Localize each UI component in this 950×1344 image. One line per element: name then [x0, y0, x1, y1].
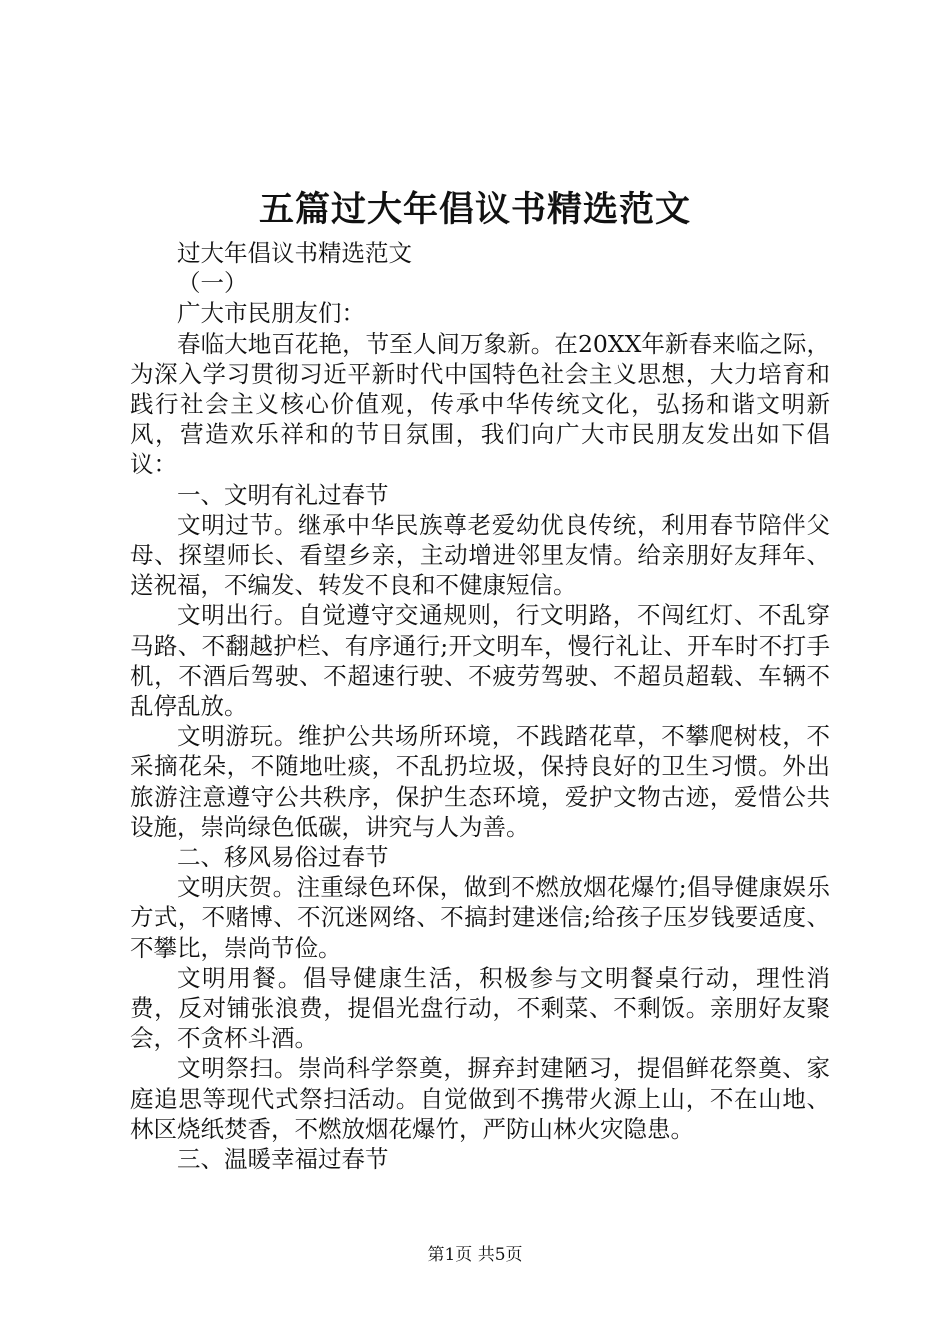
heading-3: 三、温暖幸福过春节 [177, 1145, 389, 1174]
intro-paragraph: 春临大地百花艳，节至人间万象新。在20XX年新春来临之际，为深入学习贯彻习近平新时代中国特色社会主义思想，大力培育和践行社会主义核心价值观，传承中华传统文化，弘扬和谐文明新风，营造欢乐祥和的节日氛围，我们向广大市民朋友发出如下倡议： [130, 329, 830, 479]
paragraph: 文明出行。自觉遵守交通规则，行文明路，不闯红灯、不乱穿马路、不翻越护栏、有序通行;开文明车，慢行礼让、开车时不打手机，不酒后驾驶、不超速行驶、不疲劳驾驶、不超员超载、车辆不乱停乱放。 [130, 601, 830, 721]
document-body [130, 238, 830, 1174]
paragraph: 文明庆贺。注重绿色环保，做到不燃放烟花爆竹;倡导健康娱乐方式，不赌博、不沉迷网络、不搞封建迷信;给孩子压岁钱要适度、不攀比，崇尚节俭。 [130, 873, 830, 962]
heading-1: 一、文明有礼过春节 [177, 480, 389, 509]
paragraph: 文明祭扫。崇尚科学祭奠，摒弃封建陋习，提倡鲜花祭奠、家庭追思等现代式祭扫活动。自觉做到不携带火源上山，不在山地、林区烧纸焚香，不燃放烟花爆竹，严防山林火灾隐患。 [130, 1054, 830, 1143]
subtitle: 过大年倡议书精选范文 [177, 239, 412, 267]
document-title: 五篇过大年倡议书精选范文 [258, 189, 691, 230]
heading-2: 二、移风易俗过春节 [177, 843, 389, 872]
section-number: （一） [177, 269, 248, 298]
salutation: 广大市民朋友们： [177, 299, 365, 328]
paragraph: 文明用餐。倡导健康生活，积极参与文明餐桌行动，理性消费，反对铺张浪费，提倡光盘行动，不剩菜、不剩饭。亲朋好友聚会，不贪杯斗酒。 [130, 963, 830, 1053]
paragraph: 文明过节。继承中华民族尊老爱幼优良传统，利用春节陪伴父母、探望师长、看望乡亲，主动增进邻里友情。给亲朋好友拜年、送祝福，不编发、转发不良和不健康短信。 [130, 510, 830, 600]
page-footer: 第1页 共5页 [427, 1245, 523, 1265]
paragraph: 文明游玩。维护公共场所环境，不践踏花草，不攀爬树枝，不采摘花朵，不随地吐痰，不乱扔垃圾，保持良好的卫生习惯。外出旅游注意遵守公共秩序，保护生态环境，爱护文物古迹，爱惜公共设施，崇尚绿色低碳，讲究与人为善。 [130, 722, 830, 841]
